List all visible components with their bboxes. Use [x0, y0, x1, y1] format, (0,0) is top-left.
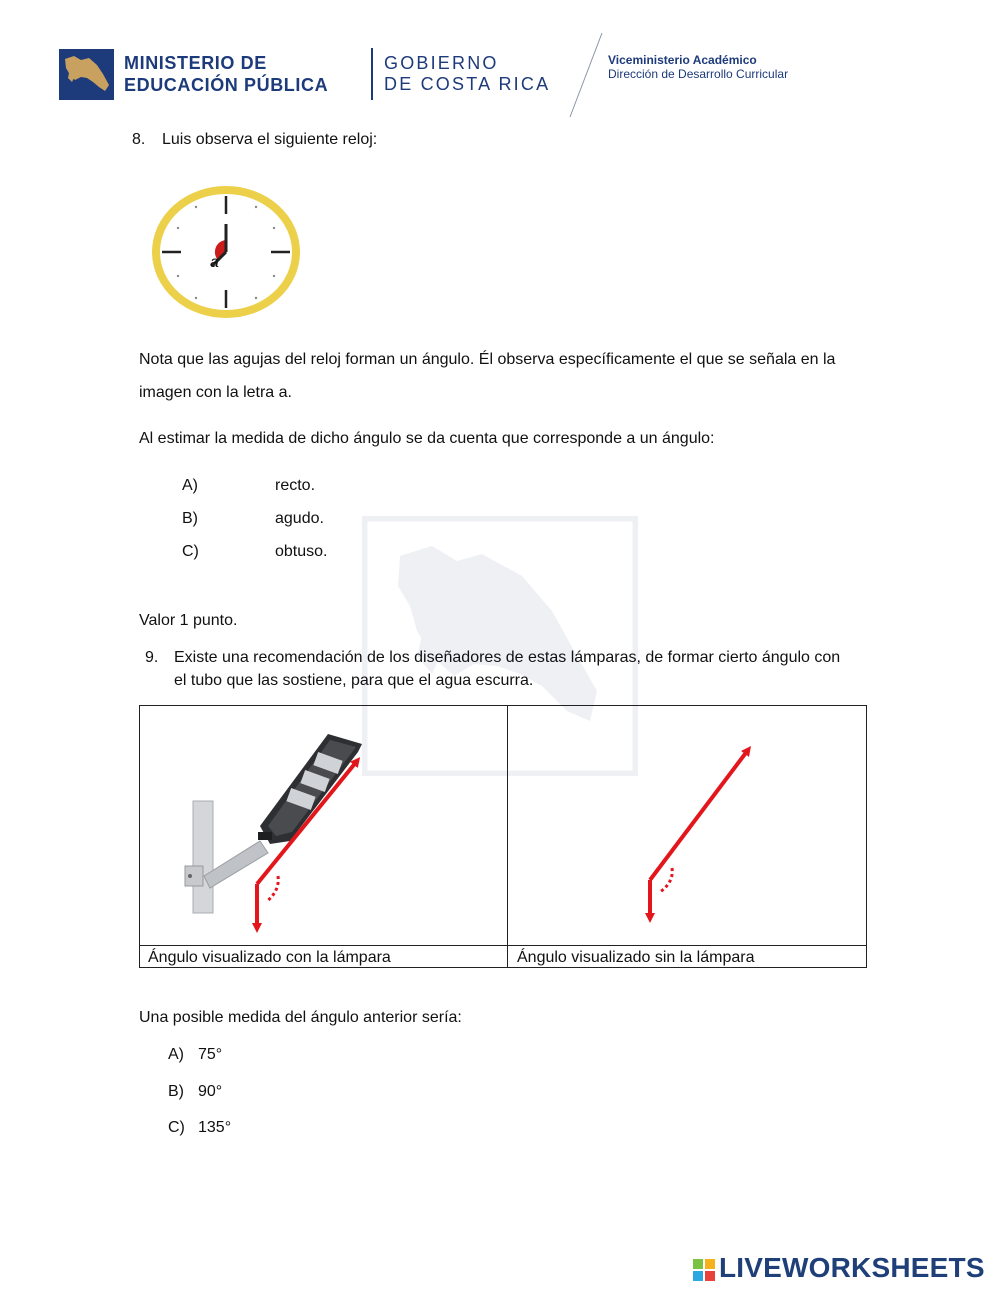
clock-image	[150, 184, 302, 320]
question-8-question: Al estimar la medida de dicho ángulo se da cuenta que corresponde a un ángulo:	[139, 430, 715, 447]
q8-option-b-text[interactable]: agudo.	[275, 510, 324, 527]
vice-ministry-title: Viceministerio Académico	[608, 53, 757, 67]
ministry-name: MINISTERIO DE EDUCACIÓN PÚBLICA	[124, 53, 329, 95]
question-8-note-line2: imagen con la letra a.	[139, 384, 292, 401]
street-lamp-image	[180, 726, 420, 941]
question-9-question: Una posible medida del ángulo anterior sería:	[139, 1009, 462, 1026]
q9-option-c-text[interactable]: 135°	[198, 1119, 232, 1136]
question-9-number: 9.	[145, 649, 159, 666]
liveworksheets-brand: LIVEWORKSHEETS	[719, 1252, 985, 1283]
q9-option-a-letter[interactable]: A)	[168, 1046, 184, 1063]
q8-option-a-text[interactable]: recto.	[275, 477, 316, 494]
q9-option-b-text[interactable]: 90°	[198, 1083, 223, 1100]
q8-option-c-letter[interactable]: C)	[182, 543, 199, 560]
lamp-angle-table	[139, 705, 867, 968]
question-8-note-line1: Nota que las agujas del reloj forman un ángulo. Él observa específicamente el que se señala en la	[139, 351, 836, 368]
q8-option-c-text[interactable]: obtuso.	[275, 543, 328, 560]
header-divider	[371, 48, 373, 100]
q8-option-a-letter[interactable]: A)	[182, 477, 198, 494]
question-9-prompt-line2: el tubo que las sostiene, para que el agua escurra.	[174, 672, 534, 689]
clock-angle-label: a	[210, 254, 219, 271]
caption-without-lamp: Ángulo visualizado sin la lámpara	[517, 949, 755, 966]
question-8-prompt: Luis observa el siguiente reloj:	[162, 131, 378, 148]
vice-ministry-subtitle: Dirección de Desarrollo Curricular	[608, 67, 789, 81]
question-8-number: 8.	[132, 131, 146, 148]
q9-option-c-letter[interactable]: C)	[168, 1119, 185, 1136]
liveworksheets-logo-icon	[693, 1259, 715, 1281]
header-slash	[566, 32, 606, 118]
question-9-prompt-line1: Existe una recomendación de los diseñadores de estas lámparas, de formar cierto ángulo con	[174, 649, 841, 666]
angle-only-image	[630, 736, 760, 931]
caption-with-lamp: Ángulo visualizado con la lámpara	[148, 949, 391, 966]
question-8-value: Valor 1 punto.	[139, 612, 238, 629]
q9-option-a-text[interactable]: 75°	[198, 1046, 223, 1063]
government-name: GOBIERNO DE COSTA RICA	[384, 53, 551, 94]
q8-option-b-letter[interactable]: B)	[182, 510, 198, 527]
q9-option-b-letter[interactable]: B)	[168, 1083, 184, 1100]
costa-rica-map-logo	[59, 49, 114, 100]
